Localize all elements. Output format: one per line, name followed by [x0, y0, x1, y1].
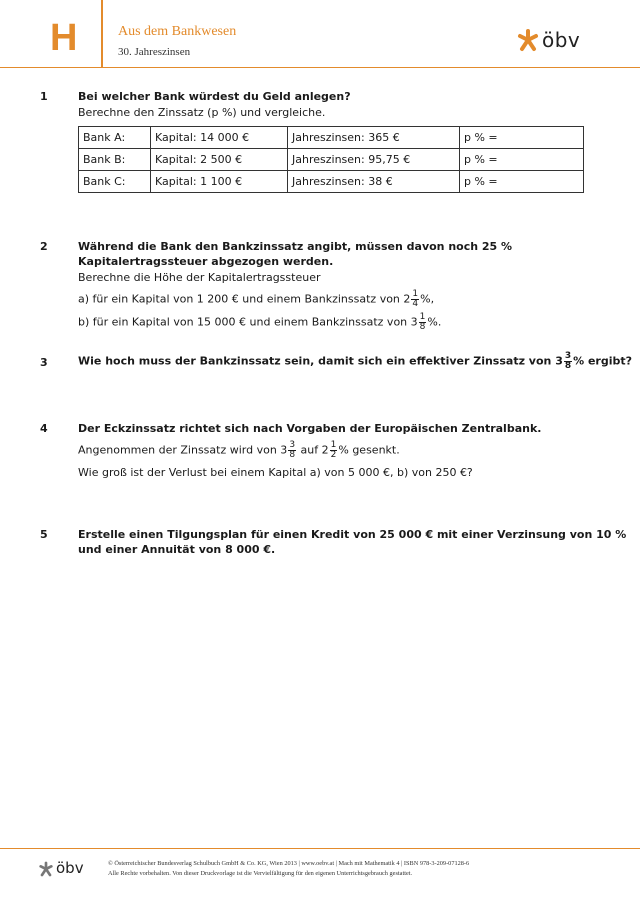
header-divider [101, 0, 103, 67]
task-1-text: Berechne den Zinssatz (p %) und vergleiche. [78, 106, 326, 119]
fraction-numerator: 1 [330, 440, 337, 450]
task-3-text [78, 352, 632, 371]
fraction [564, 352, 572, 371]
kapital-cell: Kapital: 14 000 € [151, 127, 288, 149]
table-row [79, 149, 584, 171]
task-3-text-pre: Wie hoch muss der Bankzinssatz sein, damit sich ein effektiver Zinssatz von 3 [78, 354, 563, 368]
task-2-part-b [78, 313, 441, 332]
p-cell: p % = [460, 127, 584, 149]
chapter-letter: H [50, 17, 78, 59]
fraction-numerator: 1 [412, 289, 419, 299]
task-2-number: 2 [40, 240, 48, 253]
footer-logo [38, 858, 94, 878]
fraction [330, 441, 338, 460]
bank-table [78, 126, 584, 193]
task-4-title: Der Eckzinssatz richtet sich nach Vorgaben der Europäischen Zentralbank. [78, 422, 542, 435]
footer-rights: Alle Rechte vorbehalten. Von dieser Druckvorlage ist die Vervielfältigung für den eigenen Unterrichtsgebrauch gestattet. [108, 870, 413, 877]
table-row [79, 127, 584, 149]
task-2-text: Berechne die Höhe der Kapitalertragssteuer [78, 271, 321, 284]
fraction-numerator: 3 [564, 351, 572, 361]
p-cell: p % = [460, 171, 584, 193]
task-1-number: 1 [40, 90, 48, 103]
bank-cell: Bank C: [79, 171, 151, 193]
fraction-denominator: 4 [412, 299, 419, 309]
p-cell: p % = [460, 149, 584, 171]
logo-text: öbv [56, 859, 84, 877]
kapital-cell: Kapital: 2 500 € [151, 149, 288, 171]
header-rule [0, 67, 640, 68]
task-4-number: 4 [40, 422, 48, 435]
task-2-part-a [78, 290, 434, 309]
oebv-logo [516, 28, 592, 54]
page-header [0, 0, 640, 68]
footer-copyright: © Österreichischer Bundesverlag Schulbuch GmbH & Co. KG, Wien 2013 | www.oebv.at | Mach mit Mathematik 4 | ISBN 978-3-209-07128-6 [108, 860, 470, 867]
task-5-number: 5 [40, 528, 48, 541]
section-title: 30. Jahreszinsen [118, 46, 191, 58]
chapter-title: Aus dem Bankwesen [118, 24, 237, 39]
fraction-denominator: 2 [330, 450, 337, 460]
fraction [288, 441, 296, 460]
task-2-b-text: b) für ein Kapital von 15 000 € und einem Bankzinssatz von 3 [78, 315, 418, 329]
fraction-denominator: 8 [419, 322, 426, 332]
zinsen-cell: Jahreszinsen: 365 € [288, 127, 460, 149]
task-5-line1: Erstelle einen Tilgungsplan für einen Kredit von 25 000 € mit einer Verzinsung von 10 % [78, 528, 627, 541]
task-1-title: Bei welcher Bank würdest du Geld anlegen? [78, 90, 351, 103]
task-4-line1 [78, 441, 400, 460]
table-row [79, 171, 584, 193]
fraction [411, 290, 419, 309]
star-icon [38, 861, 54, 877]
task-3-text-post: % ergibt? [573, 354, 633, 368]
task-4-line2: Wie groß ist der Verlust bei einem Kapital a) von 5 000 €, b) von 250 €? [78, 466, 473, 479]
fraction-numerator: 3 [289, 440, 296, 450]
fraction-numerator: 1 [419, 312, 426, 322]
task-4-line1-mid: auf 2 [300, 443, 329, 457]
task-2-title-line1: Während die Bank den Bankzinssatz angibt, müssen davon noch 25 % [78, 240, 513, 253]
task-3-number: 3 [40, 356, 48, 369]
task-4-line1-post: % gesenkt. [338, 443, 400, 457]
zinsen-cell: Jahreszinsen: 38 € [288, 171, 460, 193]
fraction-denominator: 8 [289, 450, 296, 460]
task-5-line2: und einer Annuität von 8 000 €. [78, 543, 276, 556]
fraction [419, 313, 427, 332]
logo-text: öbv [542, 28, 581, 52]
star-icon [516, 28, 540, 52]
task-4-line1-pre: Angenommen der Zinssatz wird von 3 [78, 443, 288, 457]
kapital-cell: Kapital: 1 100 € [151, 171, 288, 193]
task-2-b-suffix: %. [427, 315, 442, 329]
bank-cell: Bank A: [79, 127, 151, 149]
task-2-a-suffix: %, [420, 292, 435, 306]
footer-rule [0, 848, 640, 849]
task-2-title-line2: Kapitalertragssteuer abgezogen werden. [78, 255, 334, 268]
task-2-a-text: a) für ein Kapital von 1 200 € und einem Bankzinssatz von 2 [78, 292, 411, 306]
zinsen-cell: Jahreszinsen: 95,75 € [288, 149, 460, 171]
bank-cell: Bank B: [79, 149, 151, 171]
fraction-denominator: 8 [564, 361, 572, 371]
